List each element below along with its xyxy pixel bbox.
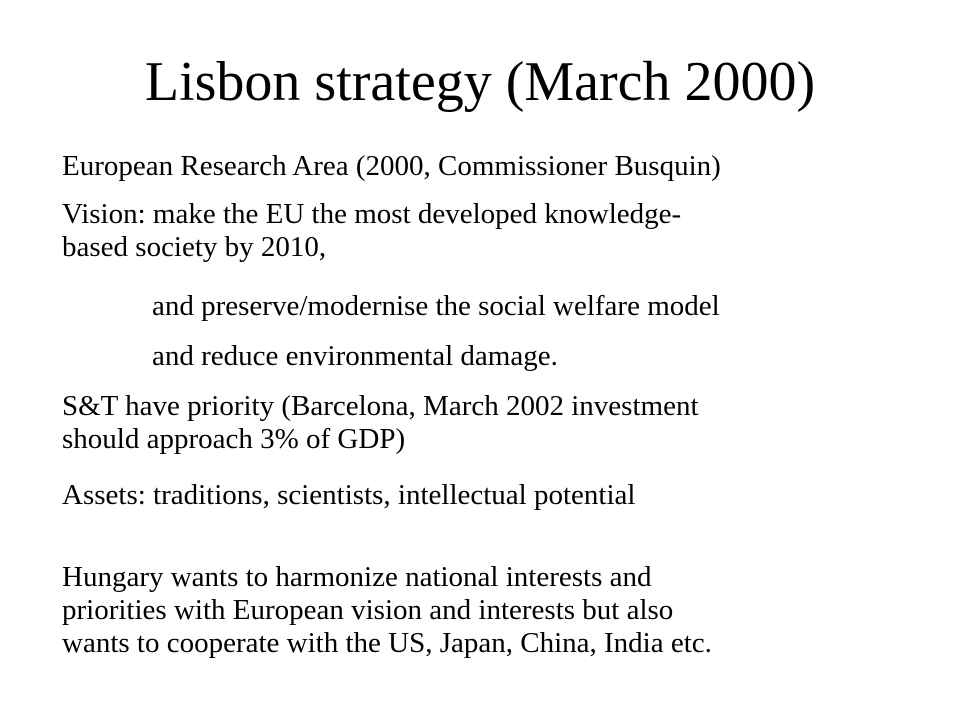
paragraph-european-research-area (62, 150, 721, 183)
paragraph-line: S&T have priority (Barcelona, March 2002 investment (62, 390, 699, 422)
paragraph-hungary (62, 561, 712, 660)
paragraph-line: and preserve/modernise the social welfare model (152, 290, 720, 322)
paragraph-assets (62, 479, 635, 512)
paragraph-vision (62, 198, 681, 264)
paragraph-line: European Research Area (2000, Commissioner Busquin) (62, 150, 721, 182)
slide-title: Lisbon strategy (March 2000) (144, 51, 816, 113)
paragraph-line: Hungary wants to harmonize national interests and (62, 561, 652, 593)
paragraph-line: and reduce environmental damage. (152, 340, 558, 372)
paragraph-line: should approach 3% of GDP) (62, 423, 406, 455)
paragraph-environment (152, 340, 558, 373)
paragraph-line: Vision: make the EU the most developed knowledge- (62, 198, 682, 230)
paragraph-social-welfare (152, 290, 720, 323)
paragraph-line: based society by 2010, (62, 231, 327, 263)
paragraph-line: wants to cooperate with the US, Japan, China, India etc. (62, 627, 712, 659)
paragraph-line: priorities with European vision and interests but also (62, 594, 674, 626)
paragraph-line: Assets: traditions, scientists, intellectual potential (62, 479, 636, 511)
paragraph-st-priority (62, 390, 699, 456)
